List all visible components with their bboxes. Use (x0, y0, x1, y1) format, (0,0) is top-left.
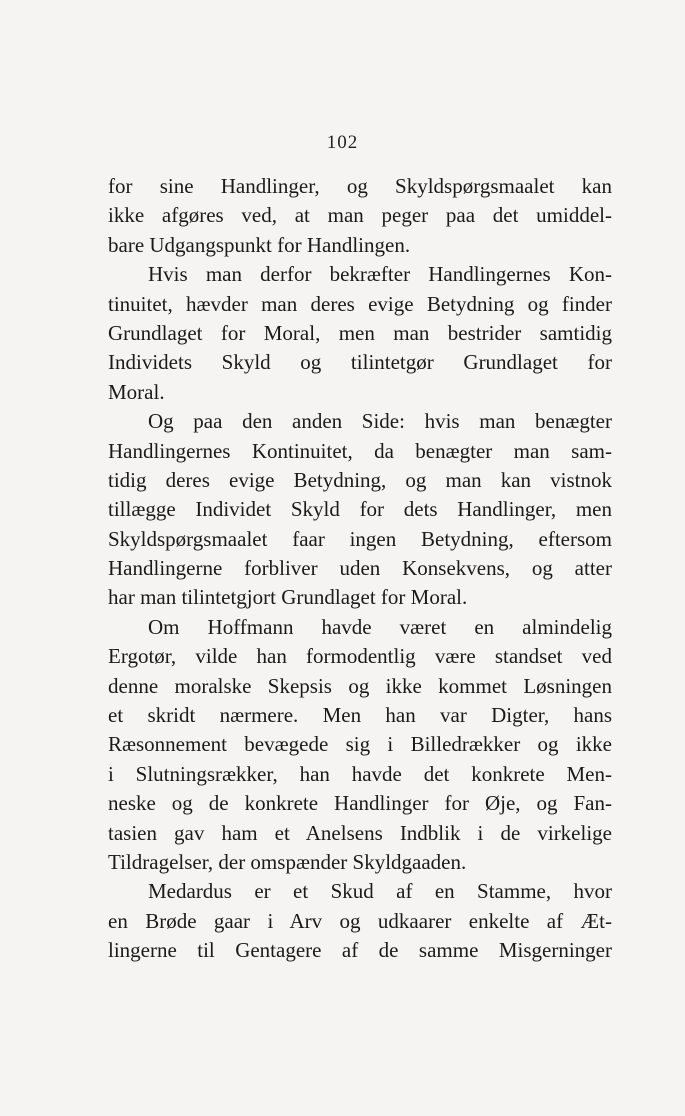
text-line: et skridt nærmere. Men han var Digter, hans (108, 703, 612, 728)
text-line: Handlingerne forbliver uden Konsekvens, og atter (108, 556, 612, 581)
text-line: Ræsonnement bevægede sig i Billedrækker og ikke (108, 732, 612, 757)
text-line: Individets Skyld og tilintetgør Grundlaget for (108, 350, 612, 375)
text-line: Ergotør, vilde han formodentlig være standset ved (108, 644, 612, 669)
text-line: lingerne til Gentagere af de samme Misgerninger (108, 938, 612, 963)
text-line: denne moralske Skepsis og ikke kommet Løsningen (108, 673, 612, 698)
text-line: bare Udgangspunkt for Handlingen. (108, 232, 411, 257)
text-line: neske og de konkrete Handlinger for Øje, og Fan- (108, 791, 612, 816)
text-line: tasien gav ham et Anelsens Indblik i de virkelige (108, 820, 612, 845)
text-line: i Slutningsrækker, han havde det konkrete Men- (108, 761, 612, 786)
text-line: tillægge Individet Skyld for dets Handlinger, men (108, 497, 612, 522)
text-line: for sine Handlinger, og Skyldspørgsmaalet kan (108, 174, 612, 198)
paragraph (108, 407, 612, 613)
text-line: tinuitet, hævder man deres evige Betydning og finder (108, 291, 612, 316)
text-line: Skyldspørgsmaalet faar ingen Betydning, eftersom (108, 526, 612, 551)
text-line: ikke afgøres ved, at man peger paa det umiddel- (108, 203, 612, 228)
paragraph (108, 877, 612, 965)
text-line: Tildragelser, der omspænder Skyldgaaden. (108, 849, 467, 874)
text-line: har man tilintetgjort Grundlaget for Moral. (108, 585, 468, 610)
text-line: Hvis man derfor bekræfter Handlingernes Kon- (148, 262, 612, 287)
text-line: Grundlaget for Moral, men man bestrider samtidig (108, 320, 612, 345)
text-line: en Brøde gaar i Arv og udkaarer enkelte af Æt- (108, 908, 612, 933)
body-text (108, 172, 612, 966)
text-line: Medardus er et Skud af en Stamme, hvor (148, 879, 612, 904)
text-line: Handlingernes Kontinuitet, da benægter man sam- (108, 438, 612, 463)
text-line: tidig deres evige Betydning, og man kan vistnok (108, 467, 612, 492)
paragraph (108, 260, 612, 407)
page-number: 102 (326, 132, 359, 153)
text-line: Om Hoffmann havde været en almindelig (148, 614, 612, 639)
paragraph (108, 613, 612, 878)
text-line: Og paa den anden Side: hvis man benægter (148, 409, 612, 434)
text-line: Moral. (108, 379, 165, 404)
paragraph (108, 172, 612, 260)
